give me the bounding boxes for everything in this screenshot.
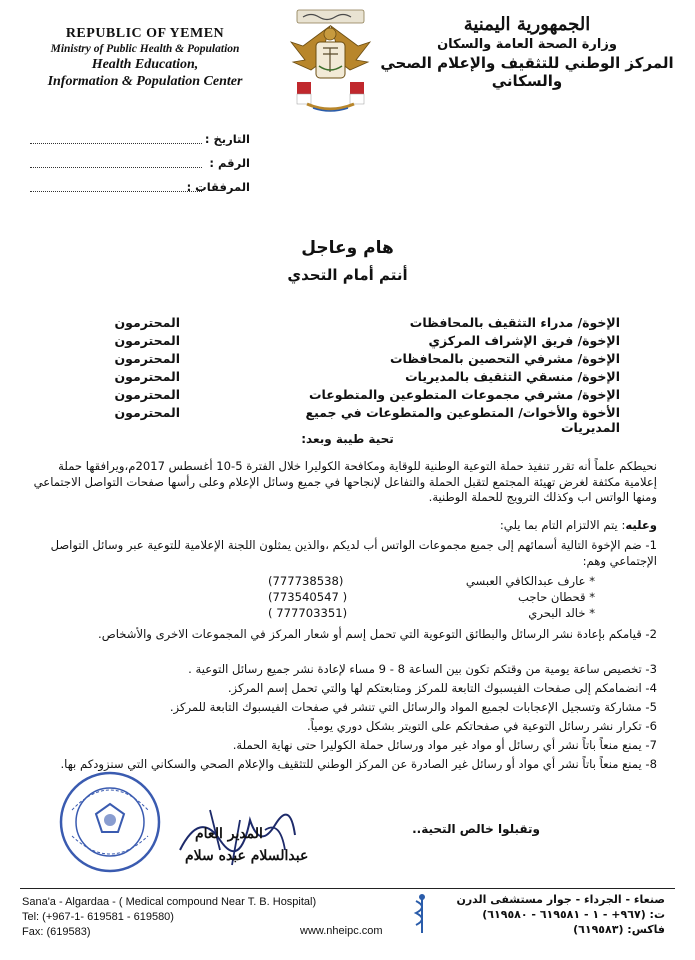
greeting: تحية طيبة وبعد: <box>301 432 394 446</box>
date-row <box>30 132 250 148</box>
addressee-3: الإخوة/ مشرفي التحصين بالمحافظات <box>389 351 620 366</box>
instruction-label: وعليه <box>625 518 657 532</box>
item-2: 2- قيامكم بإعادة نشر الرسائل والبطائق التوعوية التي تحمل إسم أو شعار المركز في المجموعات الاخرى والأشخاص. <box>98 627 657 641</box>
footer-fax-en: Fax: (619583) <box>22 926 91 938</box>
attachments-row <box>30 180 250 196</box>
center-name-ar: المركز الوطني للتثقيف والإعلام الصحي والسكاني <box>380 54 674 90</box>
footer-english <box>22 895 316 940</box>
ministry-name-en: Ministry of Public Health & Population <box>50 43 240 55</box>
attachments-line <box>30 191 202 192</box>
signatory-name: عبدالسلام عبده سلام <box>185 848 309 864</box>
reference-row <box>30 156 250 172</box>
contact-name-1: * عارف عبدالكافي العبسي <box>465 574 595 588</box>
respect-3: المحترمون <box>114 351 180 366</box>
addressee-5: الإخوة/ مشرفي مجموعات المتطوعين والمتطوعات <box>308 387 620 402</box>
footer-address-ar: صنعاء - الجرداء - جوار مستشفى الدرن <box>456 893 665 906</box>
signatory-title: المدير العام <box>195 826 263 842</box>
contact-name-2: * قحطان حاجب <box>517 590 595 604</box>
reference-line <box>30 167 202 168</box>
date-label: التاريخ : <box>204 132 250 146</box>
instruction-heading <box>37 518 657 534</box>
arabic-letterhead <box>377 14 677 90</box>
item-8: 8- يمنع منعاً باتاً نشر أي مواد أو رسائل غير الصادرة عن المركز الوطني للتثقيف والإعلام الصحي والسكاني التي سنزودكم بها. <box>60 757 657 771</box>
instruction-text: : يتم الالتزام التام بما يلي: <box>499 518 626 532</box>
addressee-6: الأخوة والأخوات/ المتطوعين والمتطوعات في جميع المديريات <box>305 405 620 435</box>
contact-phone-1: (777738538) <box>268 574 344 588</box>
center-name-en-1: Health Education, <box>91 57 199 72</box>
contact-phone-3: ( 777703351) <box>268 606 348 620</box>
contact-phone-2: (773540547 ) <box>268 590 348 604</box>
respect-5: المحترمون <box>114 387 180 402</box>
addressee-1: الإخوة/ مدراء التثقيف بالمحافظات <box>409 315 620 330</box>
closing-line: وتقبلوا خالص التحية.. <box>412 822 540 836</box>
official-stamp-icon <box>58 770 162 874</box>
urgent-title: هام وعاجل <box>301 238 394 258</box>
respect-4: المحترمون <box>114 369 180 384</box>
footer-fax-ar: فاكس: (٦١٩٥٨٣) <box>573 923 665 936</box>
yemen-emblem-icon <box>283 8 378 116</box>
footer-address-en: Sana'a - Algardaa - ( Medical compound Near T. B. Hospital) <box>22 896 317 908</box>
english-letterhead <box>20 26 270 90</box>
attachments-label: المرفقات : <box>186 180 250 194</box>
intro-paragraph: نحيطكم علماً أنه تقرر تنفيذ حملة التوعية الوطنية للوقاية ومكافحة الكوليرا خلال الفترة 5-10 أغسطس 2017م،ويرافقها حملة إعلامية مكثفة لغرض تهيئة المجتمع لتقبل الحملة والتفاعل لإنجاحها في جميع وسائل الإعلام وعلى رأسها صفحات التواصل الاجتماعي ومنها الواتس اب وكذلك الترويج للحملة الوطنية. <box>33 459 657 504</box>
item-5: 5- مشاركة وتسجيل الإعجابات لجميع المواد والرسائل التي تنشر في صفحات الفيسبوك التابعة للمركز. <box>169 700 657 714</box>
item-3: 3- تخصيص ساعة يومية من وقتكم تكون بين الساعة 8 - 9 مساء لإعادة نشر جميع رسائل التوعية . <box>188 662 657 676</box>
item-1: 1- ضم الإخوة التالية أسمائهم إلى جميع مجموعات الواتس أب لديكم ،والذين يمثلون اللجنة الإعلامية للتوعية عبر وسائل التواصل الإجتماعي وهم: <box>50 538 657 568</box>
respect-1: المحترمون <box>114 315 180 330</box>
item-6: 6- تكرار نشر رسائل التوعية في صفحاتكم على التويتر بشكل دوري يومياً. <box>306 719 657 733</box>
country-name-ar: الجمهورية اليمنية <box>463 14 591 35</box>
footer-phone-ar: ت: (٩٦٧+ - ١ - ٦١٩٥٨١ - ٦١٩٥٨٠) <box>482 908 665 921</box>
contact-name-3: * خالد البحري <box>528 606 595 620</box>
footer-arabic <box>405 892 665 937</box>
footer-divider <box>20 888 675 889</box>
addressee-4: الإخوة/ منسقي التثقيف بالمديريات <box>405 369 620 384</box>
item-4: 4- انضمامكم إلى صفحات الفيسبوك التابعة للمركز ومتابعتكم لها والتي تحمل إسم المركز. <box>227 681 657 695</box>
footer-website: www.nheipc.com <box>300 925 383 937</box>
addressee-2: الإخوة/ فريق الإشراف المركزي <box>428 333 620 348</box>
country-name-en: REPUBLIC OF YEMEN <box>65 26 225 41</box>
ministry-name-ar: وزارة الصحة العامة والسكان <box>437 37 617 52</box>
item-7: 7- يمنع منعاً باتاً نشر أي رسائل أو مواد غير مواد ورسائل حملة الكوليرا حتى نهاية الحملة. <box>232 738 657 752</box>
challenge-subtitle: أنتم أمام التحدي <box>287 266 408 284</box>
center-name-en-2: Information & Population Center <box>47 74 243 89</box>
respect-6: المحترمون <box>114 405 180 420</box>
respect-2: المحترمون <box>114 333 180 348</box>
reference-label: الرقم : <box>209 156 250 170</box>
footer-phone-en: Tel: (+967-1- 619581 - 619580) <box>22 911 174 923</box>
date-line <box>30 143 202 144</box>
